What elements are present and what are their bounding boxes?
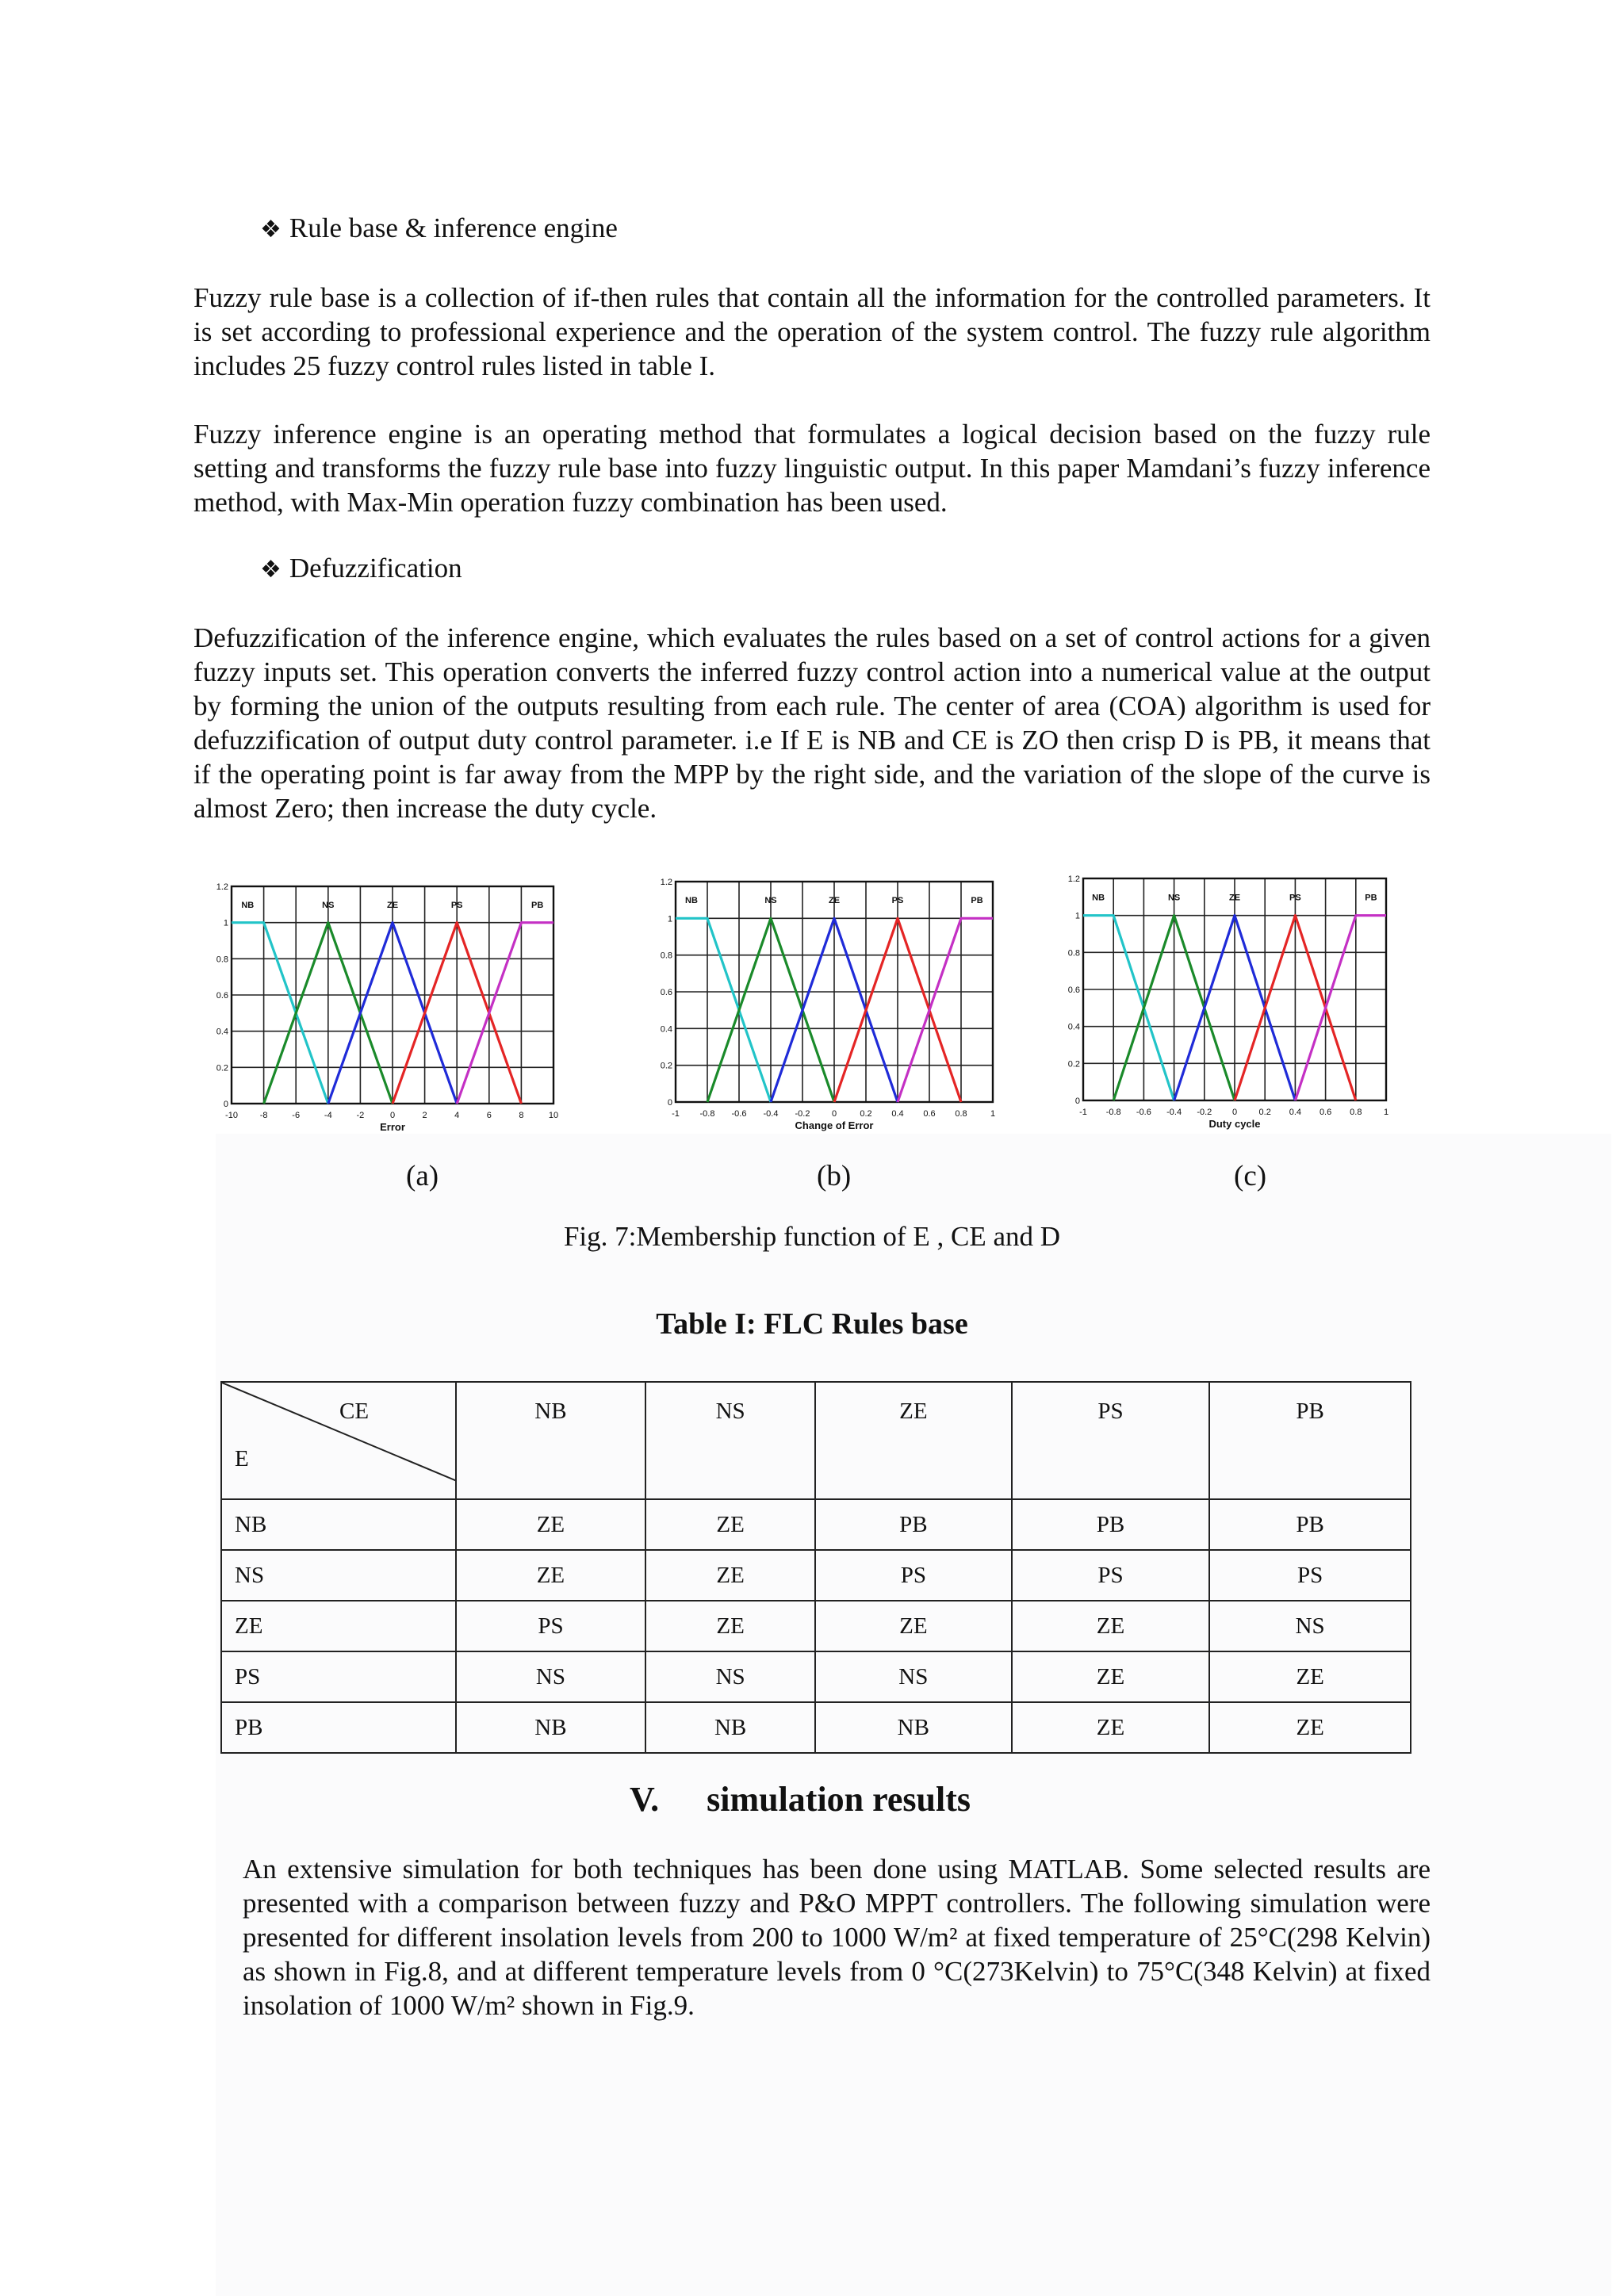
y-tick-label: 0.2 <box>216 1063 228 1073</box>
column-header: NB <box>456 1382 646 1499</box>
x-axis-label: Duty cycle <box>1208 1118 1261 1130</box>
series-line-pb <box>1295 916 1386 1100</box>
y-tick-label: 0.8 <box>1067 948 1080 959</box>
y-tick-label: 0.6 <box>1067 985 1080 995</box>
x-tick-label: 10 <box>548 1111 559 1120</box>
panel-label-a: (a) <box>406 1160 439 1192</box>
y-tick-label: 0.8 <box>216 955 228 965</box>
x-tick-label: -1 <box>672 1109 680 1119</box>
defuzzification-heading: ❖ Defuzzification <box>260 553 462 584</box>
panel-label-b: (b) <box>817 1160 852 1192</box>
x-tick-label: -6 <box>292 1111 301 1120</box>
x-tick-label: -1 <box>1079 1108 1087 1117</box>
x-tick-label: 0 <box>831 1109 837 1119</box>
x-tick-label: 0 <box>389 1111 396 1120</box>
series-label-ps: PS <box>450 900 463 910</box>
x-tick-label: 0 <box>1231 1108 1238 1117</box>
plot-panel-b <box>638 864 1010 1142</box>
series-label-ze: ZE <box>1228 893 1241 903</box>
y-tick-label: 0 <box>223 1100 228 1109</box>
section-number: V. <box>630 1780 660 1819</box>
table-cell: ZE <box>456 1499 646 1550</box>
y-tick-label: 0.4 <box>1067 1022 1080 1032</box>
x-tick-label: -0.2 <box>795 1109 810 1119</box>
series-line-nb <box>676 918 771 1102</box>
x-tick-label: 0.4 <box>891 1109 904 1119</box>
corner-label-ce: CE <box>339 1399 370 1424</box>
rule-base-paragraph-2: Fuzzy inference engine is an operating method that formulates a logical decision based on the fuzzy rule setting and transforms the fuzzy rule base into fuzzy linguistic output. In this paper Mamdani’s fuzzy inference method, with Max-Min operation fuzzy combination has been used. <box>193 419 1431 518</box>
table-cell: PS <box>1012 1550 1210 1601</box>
x-tick-label: 0.8 <box>1350 1108 1362 1117</box>
series-label-pb: PB <box>1365 893 1377 903</box>
table-title: Table I: FLC Rules base <box>656 1307 968 1341</box>
table-row <box>221 1651 1411 1702</box>
membership-plot-change-of-error <box>638 864 1010 1142</box>
table-cell: ZE <box>1012 1601 1210 1651</box>
section-heading <box>630 1779 971 1820</box>
y-tick-label: 1.2 <box>216 882 228 892</box>
x-tick-label: -0.4 <box>763 1109 779 1119</box>
y-tick-label: 0.8 <box>660 951 672 961</box>
simulation-paragraph: An extensive simulation for both techniques has been done using MATLAB. Some selected results are presented with a comparison between fuzzy and P&O MPPT controllers. The following simulation were presented for different insolation levels from 200 to 1000 W/m² at fixed temperature of 25°C(298 Kelvin) as shown in Fig.8, and at different temperature levels from 0 °C(273Kelvin) to 75°C(348 Kelvin) at fixed insolation of 1000 W/m² shown in Fig.9. <box>243 1854 1431 2021</box>
series-label-ns: NS <box>1167 893 1181 903</box>
series-label-ps: PS <box>891 896 904 906</box>
x-tick-label: 0.2 <box>860 1109 872 1119</box>
rules-table <box>220 1381 1411 1754</box>
table-cell: ZE <box>815 1601 1012 1651</box>
table-cell: ZE <box>1209 1702 1411 1753</box>
x-tick-label: -10 <box>225 1111 238 1120</box>
diamond-bullet-icon: ❖ <box>260 216 282 243</box>
x-tick-label: 1 <box>990 1109 996 1119</box>
y-tick-label: 0.6 <box>216 991 228 1001</box>
table-cell: PS <box>456 1601 646 1651</box>
diamond-bullet-icon: ❖ <box>260 556 282 584</box>
table-cell: PB <box>815 1499 1012 1550</box>
plot-panel-c <box>1059 864 1408 1142</box>
series-label-ze: ZE <box>828 896 841 906</box>
table-cell: ZE <box>645 1550 815 1601</box>
series-label-nb: NB <box>685 896 698 906</box>
y-tick-label: 1.2 <box>1067 874 1080 884</box>
series-label-nb: NB <box>241 900 255 910</box>
column-header: PB <box>1209 1382 1411 1499</box>
table-row <box>221 1702 1411 1753</box>
row-label: NB <box>221 1499 456 1550</box>
x-tick-label: 8 <box>519 1111 524 1120</box>
series-label-ze: ZE <box>386 900 399 910</box>
series-label-ps: PS <box>1289 893 1301 903</box>
y-tick-label: 0 <box>1074 1096 1080 1106</box>
x-tick-label: 4 <box>454 1111 460 1120</box>
y-tick-label: 1.2 <box>660 878 672 887</box>
table-row <box>221 1550 1411 1601</box>
corner-label-e: E <box>235 1446 249 1471</box>
section-title-text: simulation results <box>707 1780 971 1819</box>
x-axis-label: Change of Error <box>795 1119 874 1131</box>
table-cell: NS <box>645 1651 815 1702</box>
table-cell: PS <box>815 1550 1012 1601</box>
y-tick-label: 0.6 <box>660 988 672 997</box>
table-row <box>221 1499 1411 1550</box>
y-tick-label: 0.2 <box>660 1061 672 1071</box>
series-line-pb <box>457 923 553 1104</box>
row-label: NS <box>221 1550 456 1601</box>
column-header: NS <box>645 1382 815 1499</box>
x-tick-label: -0.2 <box>1197 1108 1212 1117</box>
table-cell: ZE <box>645 1499 815 1550</box>
column-header: ZE <box>815 1382 1012 1499</box>
x-tick-label: -0.4 <box>1166 1108 1182 1117</box>
table-cell: PB <box>1209 1499 1411 1550</box>
series-label-ns: NS <box>764 896 777 906</box>
membership-plot-error <box>216 864 565 1142</box>
table-cell: ZE <box>645 1601 815 1651</box>
table-cell: NS <box>815 1651 1012 1702</box>
y-tick-label: 1 <box>1074 911 1080 921</box>
y-tick-label: 1 <box>223 918 228 928</box>
table-cell: NB <box>815 1702 1012 1753</box>
x-tick-label: 0.4 <box>1289 1108 1302 1117</box>
table-cell: PB <box>1012 1499 1210 1550</box>
x-tick-label: 0.6 <box>923 1109 936 1119</box>
rule-base-heading: ❖ Rule base & inference engine <box>260 212 618 243</box>
table-cell: ZE <box>1209 1651 1411 1702</box>
membership-plot-duty-cycle <box>1059 864 1408 1142</box>
table-cell: ZE <box>1012 1651 1210 1702</box>
x-tick-label: 0.2 <box>1258 1108 1271 1117</box>
x-tick-label: -0.6 <box>731 1109 747 1119</box>
series-label-pb: PB <box>971 896 983 906</box>
series-label-ns: NS <box>322 900 335 910</box>
table-cell: ZE <box>1012 1702 1210 1753</box>
x-tick-label: -2 <box>356 1111 365 1120</box>
series-line-nb <box>232 923 328 1104</box>
table-cell: ZE <box>456 1550 646 1601</box>
row-label: PB <box>221 1702 456 1753</box>
y-tick-label: 0.4 <box>216 1027 228 1037</box>
x-tick-label: 0.6 <box>1319 1108 1332 1117</box>
panel-label-c: (c) <box>1234 1160 1267 1192</box>
table-cell: PS <box>1209 1550 1411 1601</box>
x-axis-label: Error <box>380 1121 405 1133</box>
plot-panel-a <box>216 864 565 1142</box>
y-tick-label: 0.2 <box>1067 1059 1080 1070</box>
x-tick-label: 1 <box>1383 1108 1389 1117</box>
table-corner-cell <box>221 1382 456 1499</box>
x-tick-label: -0.6 <box>1136 1108 1151 1117</box>
x-tick-label: -4 <box>324 1111 332 1120</box>
table-cell: NS <box>456 1651 646 1702</box>
series-line-nb <box>1083 916 1174 1100</box>
x-tick-label: -0.8 <box>699 1109 715 1119</box>
x-tick-label: -8 <box>259 1111 268 1120</box>
row-label: ZE <box>221 1601 456 1651</box>
y-tick-label: 1 <box>667 914 672 924</box>
defuzzification-paragraph: Defuzzification of the inference engine, which evaluates the rules based on a set of control actions for a given fuzzy inputs set. This operation converts the inferred fuzzy control action into a numerical value at the output by forming the union of the outputs resulting from each rule. The center of area (COA) algorithm is used for defuzzification of output duty control parameter. i.e If E is NB and CE is ZO then crisp D is PB, it means that if the operating point is far away from the MPP by the right side, and the variation of the slope of the curve is almost Zero; then increase the duty cycle. <box>193 622 1431 824</box>
series-label-pb: PB <box>531 900 544 910</box>
figure-caption: Fig. 7:Membership function of E , CE and D <box>563 1221 1061 1252</box>
column-header: PS <box>1012 1382 1210 1499</box>
rule-base-paragraph-1: Fuzzy rule base is a collection of if-then rules that contain all the information for the controlled parameters. It is set according to professional experience and the operation of the system control. The fuzzy rule algorithm includes 25 fuzzy control rules listed in table I. <box>193 282 1431 381</box>
x-tick-label: 0.8 <box>955 1109 967 1119</box>
y-tick-label: 0 <box>667 1098 672 1108</box>
table-cell: NS <box>1209 1601 1411 1651</box>
series-label-nb: NB <box>1092 893 1105 903</box>
table-cell: NB <box>456 1702 646 1753</box>
x-tick-label: 2 <box>422 1111 427 1120</box>
row-label: PS <box>221 1651 456 1702</box>
table-cell: NB <box>645 1702 815 1753</box>
y-tick-label: 0.4 <box>660 1024 672 1035</box>
corner-diagonal <box>222 1383 457 1483</box>
x-tick-label: 6 <box>486 1111 492 1120</box>
x-tick-label: -0.8 <box>1105 1108 1121 1117</box>
table-header-row <box>221 1382 1411 1499</box>
series-line-pb <box>898 918 993 1102</box>
table-row <box>221 1601 1411 1651</box>
